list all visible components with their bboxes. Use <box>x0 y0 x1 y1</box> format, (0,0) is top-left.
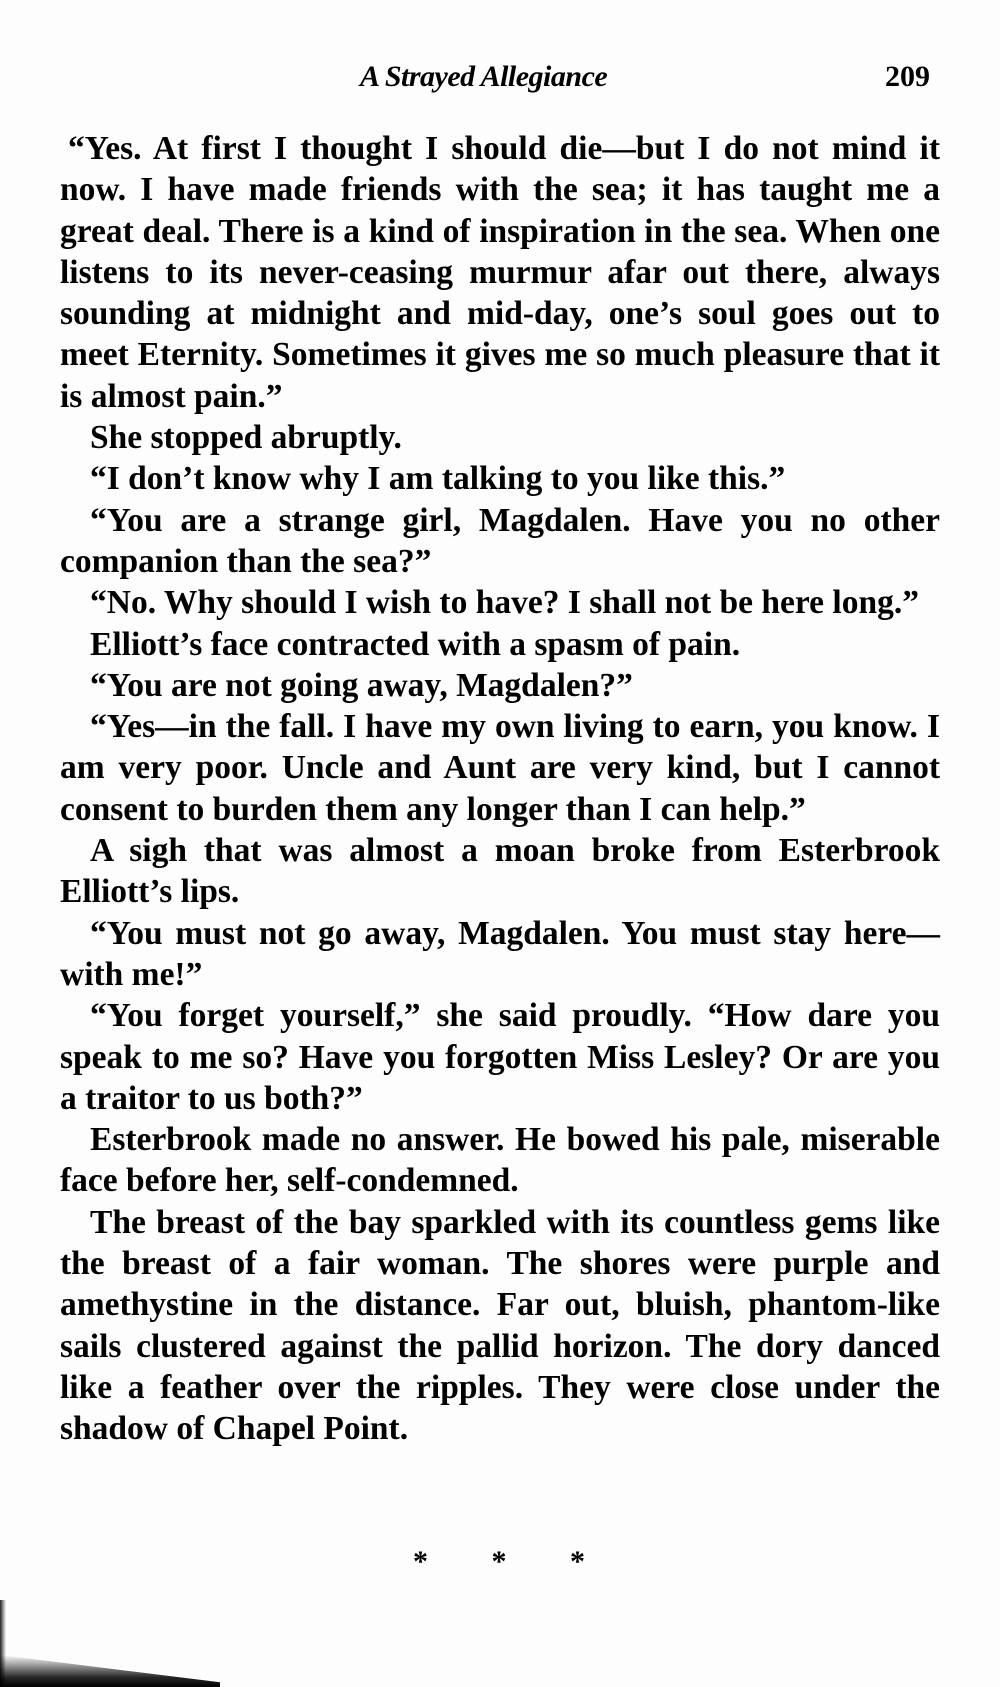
binding-shadow <box>0 1655 220 1687</box>
paragraph: “I don’t know why I am talking to you like this.” <box>90 460 786 498</box>
running-head <box>0 60 1000 104</box>
paragraph: Esterbrook made no answer. He bowed his pale, miserable face before her, self-condemned. <box>60 1121 940 1200</box>
paragraph: “You must not go away, Magdalen. You must stay here—with me!” <box>60 914 940 993</box>
running-title: A Strayed Allegiance <box>360 60 608 93</box>
paragraph: “Yes. At first I thought I should die—but I do not mind it now. I have made friends with the sea; it has taught me a great deal. There is a kind of inspiration in the sea. When one listens to its never-ceasing murmur afar out there, always sounding at midnight and mid-day, one’s soul goes out to meet Eternity. Sometimes it gives me so much pleasure that it is almost pain.” <box>60 130 940 415</box>
page-number: 209 <box>885 60 930 93</box>
paragraph: A sigh that was almost a moan broke from Esterbrook Elliott’s lips. <box>60 832 940 911</box>
section-break: * * * <box>413 1545 587 1578</box>
paragraph: “You forget yourself,” she said proudly. “How dare you speak to me so? Have you forgotten Miss Lesley? Or are you a traitor to us both?” <box>60 997 940 1117</box>
paragraph: “Yes—in the fall. I have my own living to earn, you know. I am very poor. Uncle and Aunt are very kind, but I cannot consent to burden them any longer than I can help.” <box>60 708 940 828</box>
paragraph: “No. Why should I wish to have? I shall not be here long.” <box>90 584 919 622</box>
paragraph: She stopped abruptly. <box>90 419 402 457</box>
paragraph: “You are not going away, Magdalen?” <box>90 666 633 704</box>
paragraph: Elliott’s face contracted with a spasm of pain. <box>90 625 741 663</box>
paragraph: “You are a strange girl, Magdalen. Have you no other companion than the sea?” <box>60 501 940 580</box>
paragraph: The breast of the bay sparkled with its countless gems like the breast of a fair woman. The shores were purple and amethystine in the distance. Far out, bluish, phantom-like sails clustered against the pallid horizon. The dory danced like a feather over the ripples. They were close under the shadow of Chapel Point. <box>60 1203 940 1448</box>
body-text <box>60 128 940 1450</box>
